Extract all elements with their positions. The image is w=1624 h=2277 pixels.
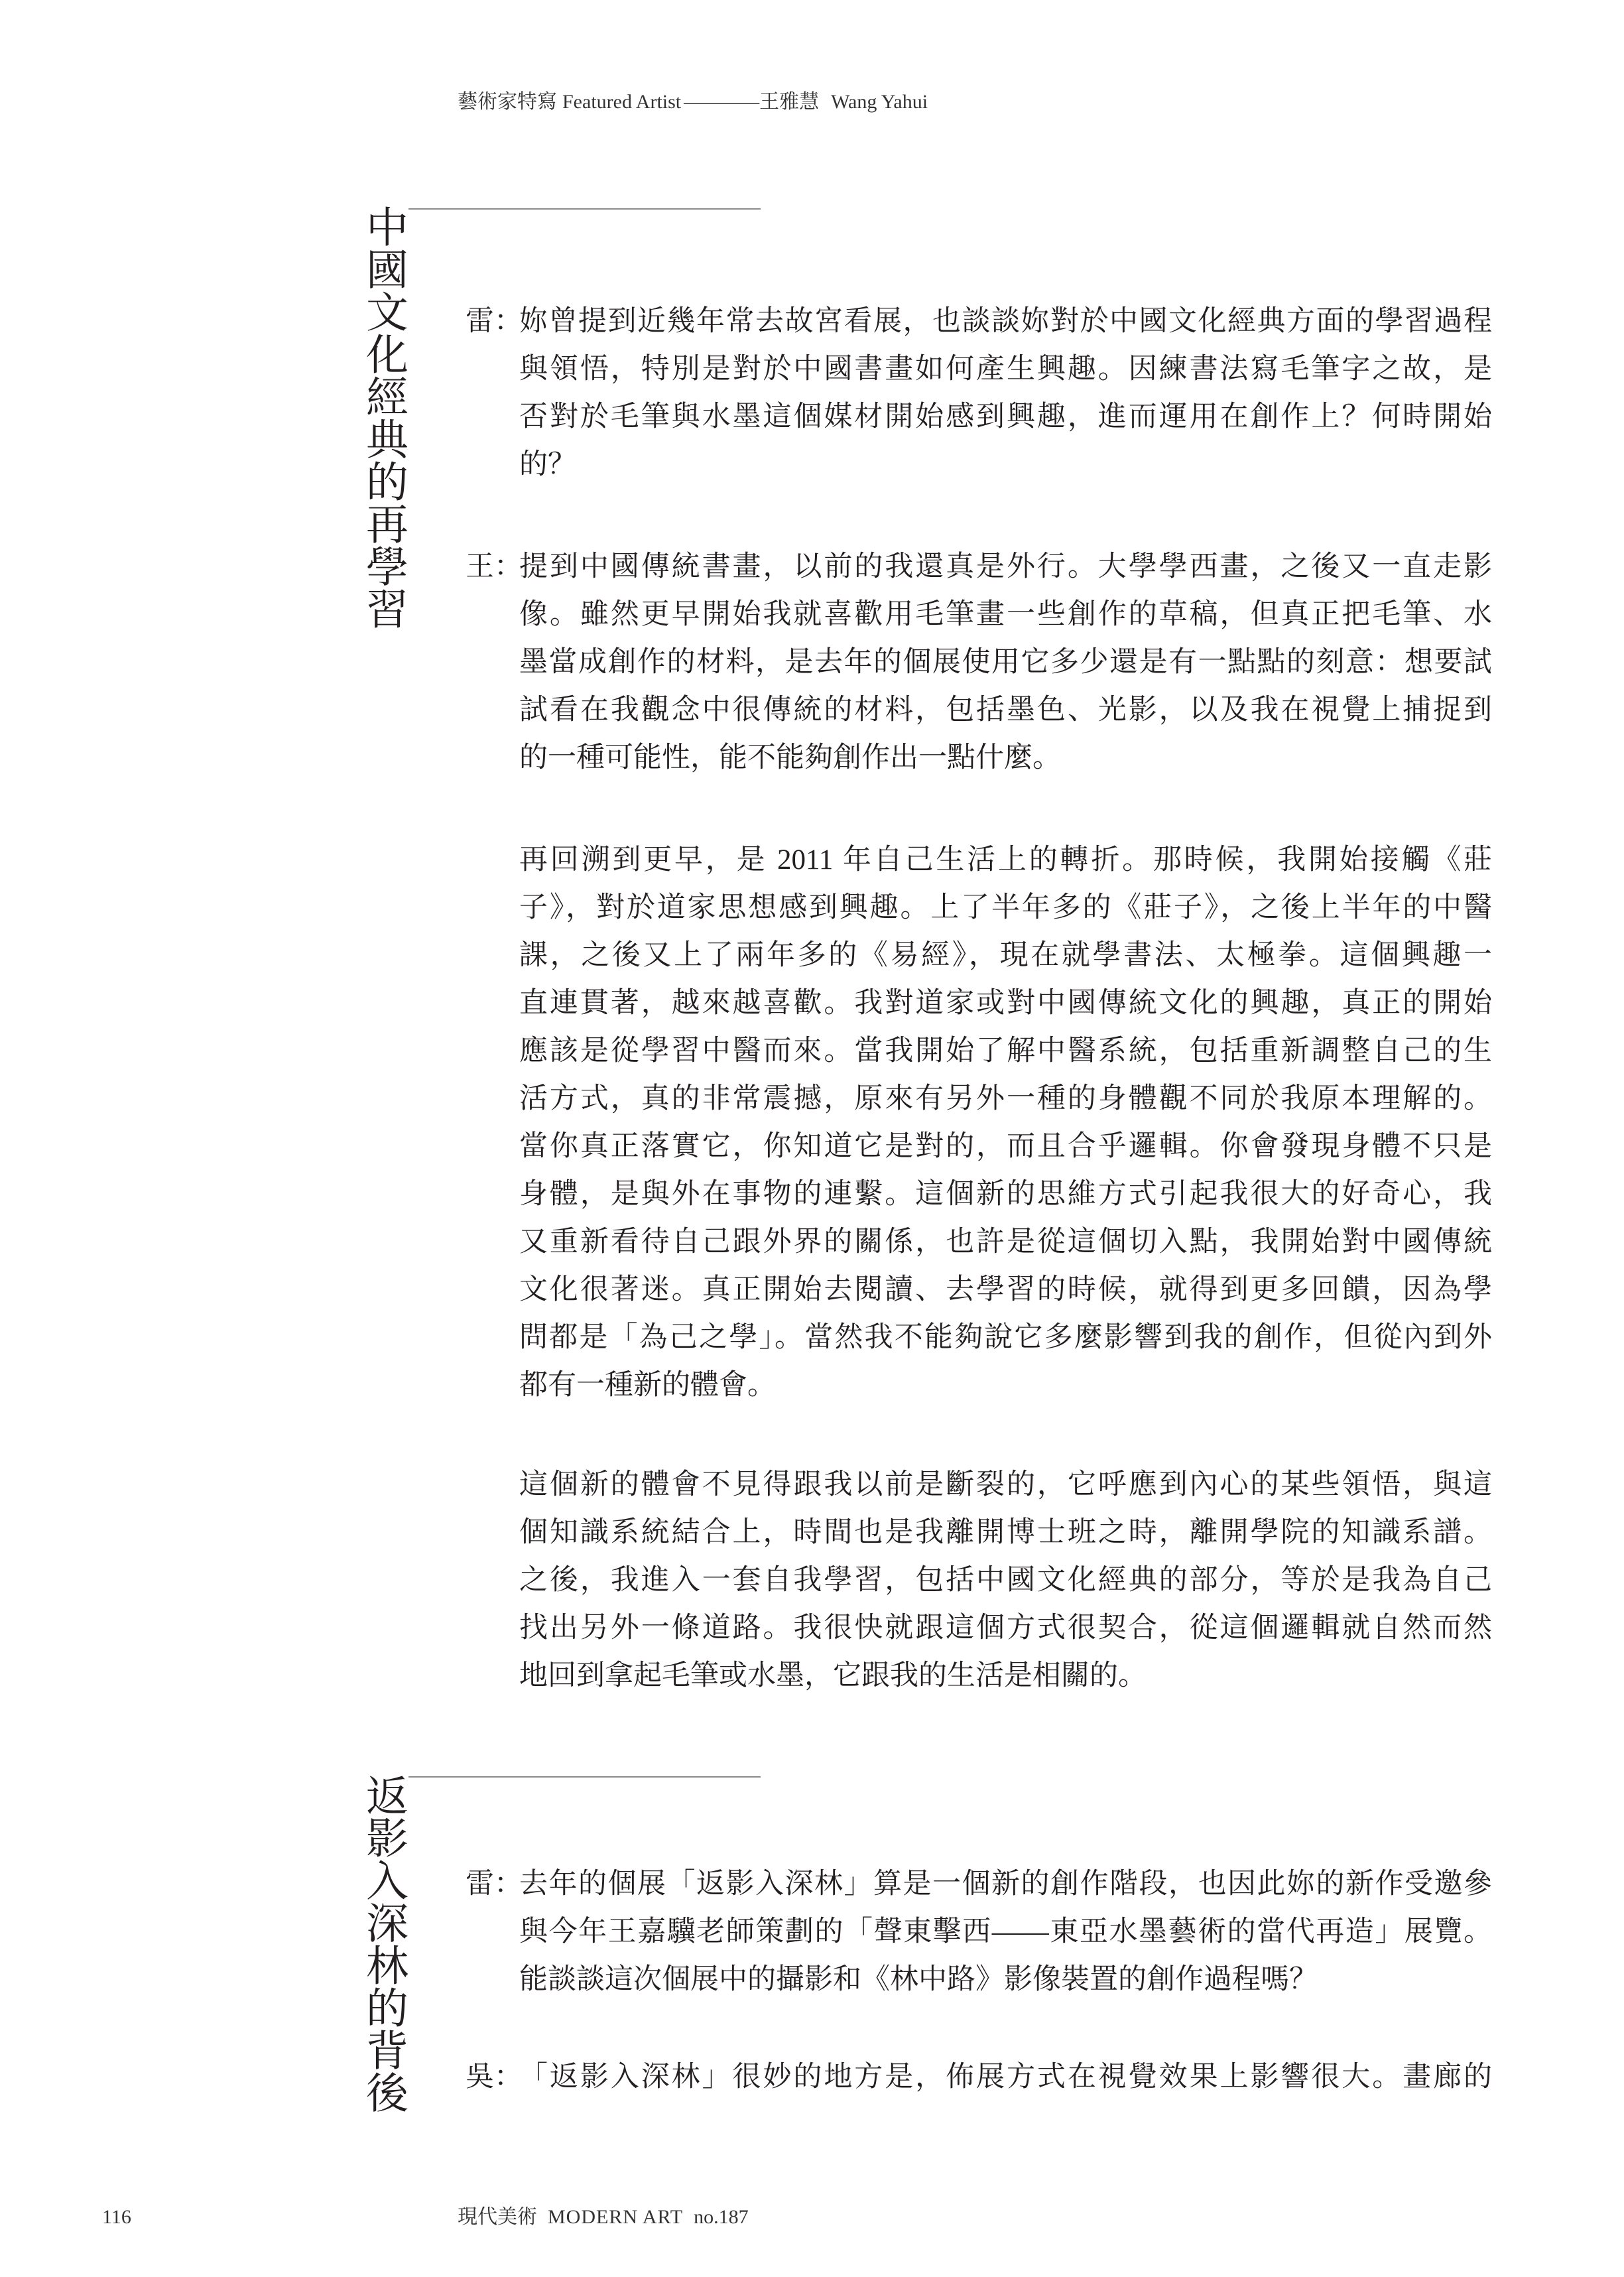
section-title-2: 返影入深林的背後	[360, 1774, 407, 2113]
text-line: 能談談這次個展中的攝影和《林中路》影像裝置的創作過程嗎？	[519, 1964, 1318, 1995]
running-head	[458, 89, 928, 115]
text-line: 這個新的體會不見得跟我以前是斷裂的，它呼應到內心的某些領悟，與這	[519, 1469, 1492, 1500]
text-line: 與領悟，特別是對於中國書畫如何產生興趣。因練書法寫毛筆字之故，是	[519, 354, 1492, 385]
section-title-1: 中國文化經典的再學習	[360, 205, 407, 629]
text-line: 文化很著迷。真正開始去閱讀、去學習的時候，就得到更多回饋，因為學	[519, 1274, 1492, 1305]
text-line: 課，之後又上了兩年多的《易經》，現在就學書法、太極拳。這個興趣一	[519, 940, 1492, 971]
speaker-label: 吳：	[466, 2061, 523, 2093]
text-line: 找出另外一條道路。我很快就跟這個方式很契合，從這個邏輯就自然而然	[519, 1612, 1492, 1644]
text-line: 墨當成創作的材料，是去年的個展使用它多少還是有一點點的刻意：想要試	[519, 647, 1492, 678]
speaker-label: 雷：	[466, 1868, 523, 1900]
running-head-artist: 王雅慧	[759, 91, 820, 113]
section-rule	[408, 1776, 761, 1778]
magazine-name: 現代美術	[458, 2206, 537, 2228]
paragraph-question-1	[466, 298, 1492, 489]
speaker-label: 雷：	[466, 306, 523, 337]
text-line: 否對於毛筆與水墨這個媒材開始感到興趣，進而運用在創作上？何時開始	[519, 401, 1492, 432]
running-head-artist-en: Wang Yahui	[831, 91, 928, 113]
text-line: 之後，我進入一套自我學習，包括中國文化經典的部分，等於是我為自己	[519, 1565, 1492, 1596]
paragraph-answer-2	[466, 2053, 1492, 2101]
text-line: 去年的個展「返影入深林」算是一個新的創作階段，也因此妳的新作受邀參	[519, 1868, 1492, 1900]
text-line: 地回到拿起毛筆或水墨，它跟我的生活是相關的。	[519, 1660, 1147, 1691]
text-line: 身體，是與外在事物的連繫。這個新的思維方式引起我很大的好奇心，我	[519, 1179, 1492, 1210]
text-line: 活方式，真的非常震撼，原來有另外一種的身體觀不同於我原本理解的。	[519, 1083, 1492, 1114]
speaker-label: 王：	[466, 551, 523, 582]
text-line: 的？	[519, 449, 576, 480]
text-line: 像。雖然更早開始我就喜歡用毛筆畫一些創作的草稿，但真正把毛筆、水	[519, 599, 1492, 630]
text-line: 都有一種新的體會。	[519, 1370, 776, 1401]
text-line: 直連貫著，越來越喜歡。我對道家或對中國傳統文化的興趣，真正的開始	[519, 988, 1492, 1019]
text-line: 子》，對於道家思想感到興趣。上了半年多的《莊子》，之後上半年的中醫	[519, 892, 1492, 923]
text-line: 妳曾提到近幾年常去故宮看展，也談談妳對於中國文化經典方面的學習過程	[519, 306, 1492, 337]
paragraph-answer-1-continued	[519, 836, 1492, 1409]
text-line: 試看在我觀念中很傳統的材料，包括墨色、光影，以及我在視覺上捕捉到	[519, 694, 1492, 726]
paragraph-answer-1-continued-2	[519, 1461, 1492, 1700]
text-line: 又重新看待自己跟外界的關係，也許是從這個切入點，我開始對中國傳統	[519, 1226, 1492, 1258]
text-line: 提到中國傳統書畫，以前的我還真是外行。大學學西畫，之後又一直走影	[519, 551, 1492, 582]
running-head-section-en: Featured Artist	[562, 91, 682, 113]
magazine-footer	[458, 2204, 749, 2231]
text-line: 問都是「為己之學」。當然我不能夠說它多麼影響到我的創作，但從內到外	[519, 1322, 1492, 1353]
magazine-name-en: MODERN ART	[548, 2206, 684, 2228]
text-line: 個知識系統結合上，時間也是我離開博士班之時，離開學院的知識系譜。	[519, 1517, 1492, 1548]
issue-number: no.187	[694, 2206, 749, 2228]
text-line: 與今年王嘉驥老師策劃的「聲東擊西——東亞水墨藝術的當代再造」展覽。	[519, 1916, 1492, 1947]
section-rule	[408, 208, 761, 210]
text-line: 「返影入深林」很妙的地方是，佈展方式在視覺效果上影響很大。畫廊的	[519, 2061, 1492, 2093]
text-line: 當你真正落實它，你知道它是對的，而且合乎邏輯。你會發現身體不只是	[519, 1131, 1492, 1162]
text-line: 的一種可能性，能不能夠創作出一點什麼。	[519, 742, 1061, 773]
paragraph-answer-1	[466, 543, 1492, 782]
running-head-section: 藝術家特寫	[458, 91, 557, 113]
paragraph-question-2	[466, 1860, 1492, 2004]
text-line: 再回溯到更早，是 2011 年自己生活上的轉折。那時候，我開始接觸《莊	[519, 844, 1492, 876]
running-head-dash: ————	[684, 91, 759, 113]
page-number: 116	[102, 2206, 131, 2228]
text-line: 應該是從學習中醫而來。當我開始了解中醫系統，包括重新調整自己的生	[519, 1035, 1492, 1067]
